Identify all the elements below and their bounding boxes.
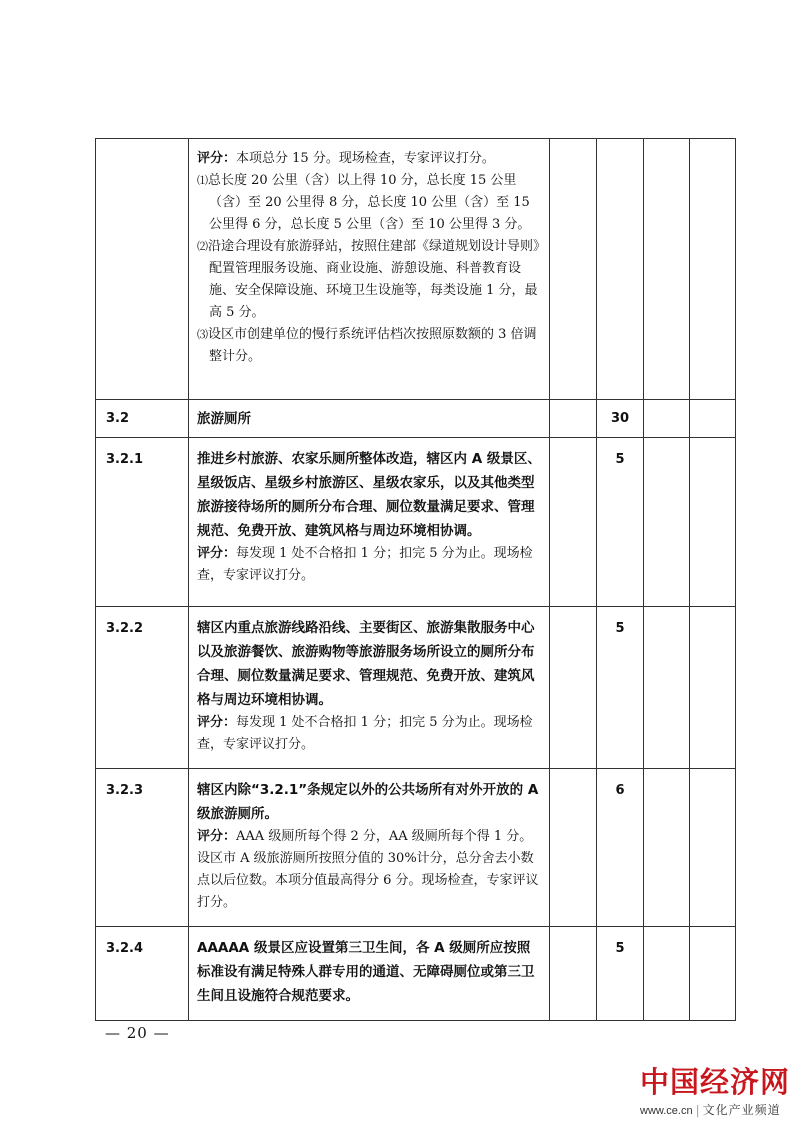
empty-cell — [690, 438, 736, 607]
scoring-text: 本项总分 15 分。现场检查，专家评议打分。 — [236, 151, 495, 166]
item-title: 辖区内除“3.2.1”条规定以外的公共场所有对外开放的 A 级旅游厕所。 — [197, 782, 539, 822]
score-cell — [550, 927, 597, 1021]
empty-cell — [644, 139, 690, 400]
scoring-paragraph — [197, 826, 541, 914]
watermark-logo: 中国经济网 — [640, 1065, 791, 1099]
item-content — [189, 607, 550, 769]
score-cell — [550, 769, 597, 927]
item-title: 辖区内重点旅游线路沿线、主要街区、旅游集散服务中心以及旅游餐饮、旅游购物等旅游服务场所设立的厕所分布合理、厕位数量满足要求、管理规范、免费开放、建筑风格与周边环境相协调。 — [197, 620, 535, 708]
scoring-table — [95, 138, 736, 1021]
item-code: 3.2.2 — [96, 607, 189, 769]
table-row — [96, 139, 736, 400]
scoring-paragraph — [197, 148, 541, 170]
watermark — [640, 1060, 800, 1131]
item-code — [96, 139, 189, 400]
score-cell: 6 — [597, 769, 644, 927]
sub-item-text: 沿途合理设有旅游驿站，按照住建部《绿道规划设计导则》配置管理服务设施、商业设施、游憩设施、科普教育设施、安全保障设施、环境卫生设施等，每类设施 1 分，最高 5 分。 — [208, 239, 540, 320]
empty-cell — [690, 927, 736, 1021]
score-cell — [550, 400, 597, 438]
item-content — [189, 438, 550, 607]
empty-cell — [644, 607, 690, 769]
scoring-label: 评分： — [197, 715, 237, 730]
scoring-label: 评分： — [197, 151, 237, 166]
table-row — [96, 927, 736, 1021]
item-content — [189, 769, 550, 927]
item-code: 3.2.4 — [96, 927, 189, 1021]
scoring-label: 评分： — [197, 829, 237, 844]
item-title: AAAAA 级景区应设置第三卫生间，各 A 级厕所应按照标准设有满足特殊人群专用的通道、无障碍厕位或第三卫生间且设施符合规范要求。 — [197, 940, 535, 1004]
watermark-separator: | — [695, 1103, 700, 1117]
empty-cell — [644, 927, 690, 1021]
watermark-url: www.ce.cn — [640, 1105, 693, 1117]
watermark-channel: 文化产业频道 — [702, 1103, 781, 1117]
sub-item-number: ⑴ — [197, 174, 208, 187]
scoring-paragraph — [197, 543, 541, 587]
item-content — [189, 400, 550, 438]
item-content — [189, 927, 550, 1021]
empty-cell — [690, 139, 736, 400]
watermark-footer — [640, 1101, 800, 1118]
sub-item — [197, 236, 541, 324]
item-title: 推进乡村旅游、农家乐厕所整体改造，辖区内 A 级景区、星级饭店、星级乡村旅游区、星级农家乐，以及其他类型旅游接待场所的厕所分布合理、厕位数量满足要求、管理规范、免费开放、建筑风格与周边环境相协调。 — [197, 451, 541, 539]
table-row — [96, 438, 736, 607]
scoring-label: 评分： — [197, 546, 237, 561]
item-content — [189, 139, 550, 400]
score-cell: 5 — [597, 438, 644, 607]
sub-item-number: ⑶ — [197, 328, 208, 341]
table-row — [96, 769, 736, 927]
sub-item-text: 总长度 20 公里（含）以上得 10 分，总长度 15 公里（含）至 20 公里得 8 分，总长度 10 公里（含）至 15 公里得 6 分，总长度 5 公里（含）至 10 公里得 3 分。 — [208, 173, 531, 232]
page-number: — 20 — — [105, 1024, 170, 1042]
empty-cell — [690, 769, 736, 927]
item-code: 3.2 — [96, 400, 189, 438]
empty-cell — [690, 607, 736, 769]
score-cell — [550, 139, 597, 400]
empty-cell — [644, 769, 690, 927]
scoring-text: 每发现 1 处不合格扣 1 分；扣完 5 分为止。现场检查，专家评议打分。 — [197, 715, 533, 752]
empty-cell — [690, 400, 736, 438]
score-cell — [550, 607, 597, 769]
table-row — [96, 607, 736, 769]
empty-cell — [644, 400, 690, 438]
sub-item — [197, 170, 541, 236]
scoring-text: AAA 级厕所每个得 2 分，AA 级厕所每个得 1 分。设区市 A 级旅游厕所按照分值的 30%计分，总分舍去小数点以后位数。本项分值最高得分 6 分。现场检查，专家评议打分。 — [197, 829, 539, 910]
sub-item-text: 设区市创建单位的慢行系统评估档次按照原数额的 3 倍调整计分。 — [208, 327, 537, 364]
table-row — [96, 400, 736, 438]
score-cell: 5 — [597, 927, 644, 1021]
score-cell: 30 — [597, 400, 644, 438]
score-cell: 5 — [597, 607, 644, 769]
item-code: 3.2.1 — [96, 438, 189, 607]
empty-cell — [644, 438, 690, 607]
sub-item — [197, 324, 541, 368]
sub-item-number: ⑵ — [197, 240, 208, 253]
scoring-paragraph — [197, 712, 541, 756]
item-title: 旅游厕所 — [197, 411, 251, 427]
score-cell — [597, 139, 644, 400]
score-cell — [550, 438, 597, 607]
item-code: 3.2.3 — [96, 769, 189, 927]
scoring-text: 每发现 1 处不合格扣 1 分；扣完 5 分为止。现场检查，专家评议打分。 — [197, 546, 533, 583]
